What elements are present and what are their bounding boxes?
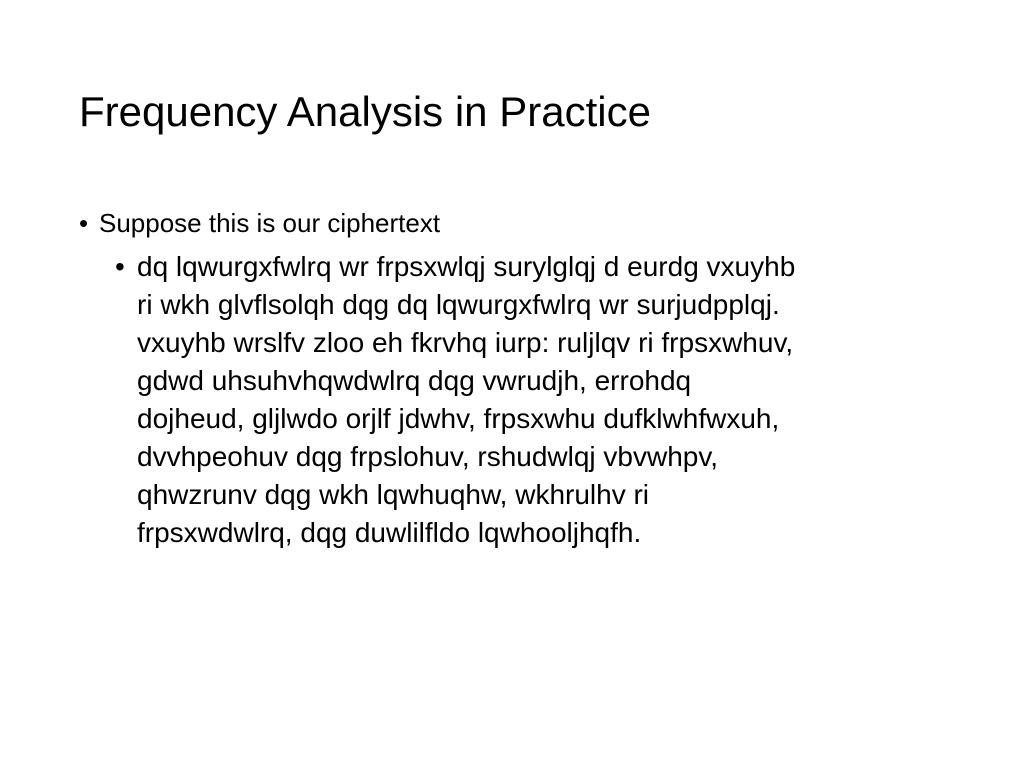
ciphertext-line: dojheud, gljlwdo orjlf jdwhv, frpsxwhu dufklwhfwxuh,	[137, 403, 780, 434]
sub-bullet-item	[115, 248, 967, 552]
ciphertext-line: dvvhpeohuv dqg frpslohuv, rshudwlqj vbvwhpv,	[137, 441, 719, 472]
bullet-dot: •	[79, 208, 89, 238]
ciphertext-line: gdwd uhsuhvhqwdwlrq dqg vwrudjh, errohdq	[137, 365, 692, 396]
ciphertext-line: frpsxwdwlrq, dqg duwlilfldo lqwhooljhqfh.	[137, 517, 642, 548]
bullet-dot: •	[115, 251, 125, 282]
bullet-item	[79, 206, 979, 240]
ciphertext-line: dq lqwurgxfwlrq wr frpsxwlqj surylglqj d eurdg vxuyhb	[137, 251, 796, 282]
slide-title: Frequency Analysis in Practice	[79, 88, 651, 135]
ciphertext-line: qhwzrunv dqg wkh lqwhuqhw, wkhrulhv ri	[137, 479, 650, 510]
slide-body	[79, 206, 979, 552]
ciphertext-line: vxuyhb wrslfv zloo eh fkrvhq iurp: ruljlqv ri frpsxwhuv,	[137, 327, 794, 358]
ciphertext-line: ri wkh glvflsolqh dqg dq lqwurgxfwlrq wr surjudpplqj.	[137, 289, 780, 320]
bullet-text: Suppose this is our ciphertext	[99, 208, 441, 238]
